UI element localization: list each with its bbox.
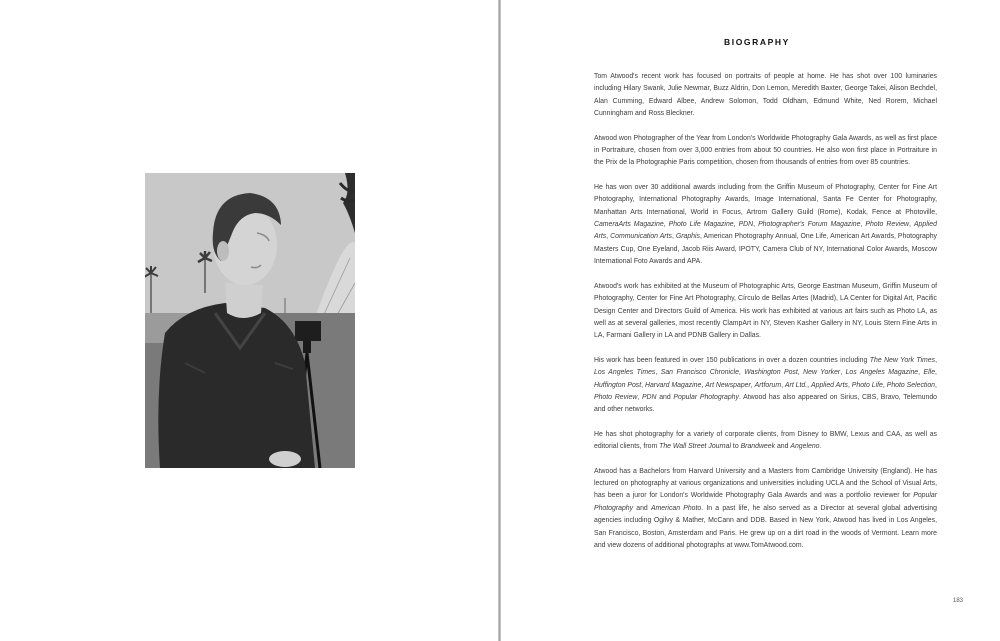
text-run: , American Photography Annual, One Life, American Art Awards, Photography Masters Cup, One Eyeland, Jacob Riis Award, IPOTY, Camera Club of NY, International Color Awards, Moscow International Foto Awards and APA. (594, 233, 937, 266)
text-run: Atwood won Photographer of the Year from London's Worldwide Photography Gala Awards, as well as first place in Portraiture, chosen from over 3,000 entries from about 50 countries. He also won first place in Portraiture in the Prix de la Photographie Paris competition, chosen from thousands of entries from over 85 countries. (594, 134, 937, 167)
italic-title: Applied Arts (811, 381, 848, 389)
text-run: Atwood has a Bachelors from Harvard University and a Masters from Cambridge University (England). He has lectured on photography at various organizations and universities including UCLA and the School of Visual Arts, has been a juror for London's Worldwide Photography Gala Awards and was a portfolio reviewer for (594, 467, 937, 500)
italic-title: Photographer's Forum Magazine (758, 221, 861, 229)
text-run: Atwood's work has exhibited at the Museum of Photographic Arts, George Eastman Museum, Griffin Museum of Photography, Center for Fine Art Photography, Círculo de Bellas Artes (Madrid), LA Center for Digital Art, Pacific Design Center and Directors Guild of America. His work has exhibited at various art fairs such as Photo LA, as well as at several galleries, most recently ClampArt in NY, Steven Kasher Gallery in NY, Louis Stern Fine Arts in LA, Farmani Gallery in LA and PDNB Gallery in Dallas. (594, 282, 937, 340)
bio-paragraph (594, 429, 937, 454)
italic-title: Artforum (754, 381, 782, 389)
text-run: , (750, 381, 755, 389)
italic-title: San Francisco Chronicle (660, 369, 739, 377)
italic-title: CameraArts Magazine (594, 221, 664, 229)
text-run: , (797, 369, 804, 377)
text-run: , (637, 393, 642, 401)
italic-title: The Wall Street Journal (659, 443, 731, 451)
text-run: and (775, 443, 791, 451)
italic-title: Angeleno (790, 443, 820, 451)
italic-title: Photo Review (594, 393, 638, 401)
text-run: , (807, 381, 812, 389)
text-run: , (738, 369, 745, 377)
text-run: Tom Atwood's recent work has focused on portraits of people at home. He has shot over 100 luminaries including Hilary Swank, Julie Newmar, Buzz Aldrin, Don Lemon, Meredith Baxter, George Takei, Alison Bechdel, Alan Cumming, Edward Albee, Andrew Solomon, Todd Oldham, Edmund White, Ned Rorem, Michael Cunningham and Ross Bleckner. (594, 73, 937, 118)
italic-title: PDN (641, 393, 657, 401)
bio-paragraph (594, 182, 937, 269)
text-run: , (860, 221, 866, 229)
bio-paragraph (594, 355, 937, 417)
page-title: BIOGRAPHY (724, 37, 790, 47)
text-run: . (819, 443, 822, 451)
text-run: , (882, 381, 887, 389)
italic-title: American Photo (650, 504, 702, 512)
italic-title: Los Angeles Magazine (845, 369, 919, 377)
text-run: , (935, 369, 937, 377)
italic-title: Los Angeles Times (594, 369, 656, 377)
text-run: , (847, 381, 852, 389)
text-run: , (781, 381, 785, 389)
text-run: to (730, 443, 741, 451)
text-run: , (671, 233, 676, 241)
italic-title: Huffington Post (594, 381, 642, 389)
italic-title: New Yorker (803, 369, 841, 377)
italic-title: PDN (738, 221, 754, 229)
biography-text (594, 71, 937, 564)
bio-paragraph (594, 133, 937, 170)
text-run: , (935, 356, 937, 364)
portrait-photo (145, 173, 355, 468)
italic-title: Popular Photography (673, 393, 739, 401)
italic-title: Art Ltd. (784, 381, 808, 389)
text-run: He has won over 30 additional awards including from the Griffin Museum of Photography, Center for Fine Art Photography, International Photography Awards, Image International, Santa Fe Center for Photography, Manhattan Arts International, World in Focus, Artrom Gallery Guild (Rome), Kodak, Fence at Photoville, (594, 183, 937, 216)
text-run: , (909, 221, 914, 229)
text-run: and (656, 393, 674, 401)
text-run: , (753, 221, 759, 229)
text-run: , (733, 221, 739, 229)
left-page (0, 0, 499, 641)
italic-title: Communication Arts (610, 233, 672, 241)
text-run: , (701, 381, 706, 389)
italic-title: Applied Arts (594, 221, 937, 241)
italic-title: Art Newspaper (705, 381, 751, 389)
italic-title: Harvard Magazine (645, 381, 702, 389)
italic-title: Photo Selection (886, 381, 936, 389)
bio-paragraph (594, 281, 937, 343)
text-run: , (641, 381, 645, 389)
italic-title: The New York Times (869, 356, 936, 364)
text-run: . Atwood has also appeared on Sirius, CBS, Bravo, Telemundo and other networks. (594, 393, 938, 414)
text-run: , (655, 369, 661, 377)
italic-title: Photo Life (851, 381, 883, 389)
text-run: , (918, 369, 924, 377)
text-run: , (663, 221, 669, 229)
portrait-photo-illustration (145, 173, 355, 468)
italic-title: Graphis (675, 233, 700, 241)
text-run: , (840, 369, 846, 377)
text-run: , (606, 233, 611, 241)
italic-title: Photo Review (865, 221, 909, 229)
italic-title: Brandweek (740, 443, 776, 451)
italic-title: Washington Post (744, 369, 798, 377)
italic-title: Elle (923, 369, 936, 377)
text-run: . In a past life, he also served as a Director at several global advertising agencies including Ogilvy & Mather, McCann and DDB. Based in New York, Atwood has lived in Los Angeles, San Francisco, Boston, Amsterdam and Paris. He grew up on a dirt road in the woods of Vermont. Learn more and view dozens of additional photographs at www.TomAtwood.com. (594, 504, 938, 549)
text-run: He has shot photography for a variety of corporate clients, from Disney to BMW, Lexus and CAA, as well as editorial clients, from (594, 430, 937, 451)
italic-title: Photo Life Magazine (668, 221, 734, 229)
bio-paragraph (594, 71, 937, 121)
right-page (501, 0, 1000, 641)
text-run: and (633, 504, 651, 512)
italic-title: Popular Photography (594, 492, 937, 512)
text-run: , (935, 381, 937, 389)
page-number: 183 (953, 598, 964, 604)
text-run: His work has been featured in over 150 publications in over a dozen countries including (594, 356, 870, 364)
bio-paragraph (594, 466, 937, 553)
